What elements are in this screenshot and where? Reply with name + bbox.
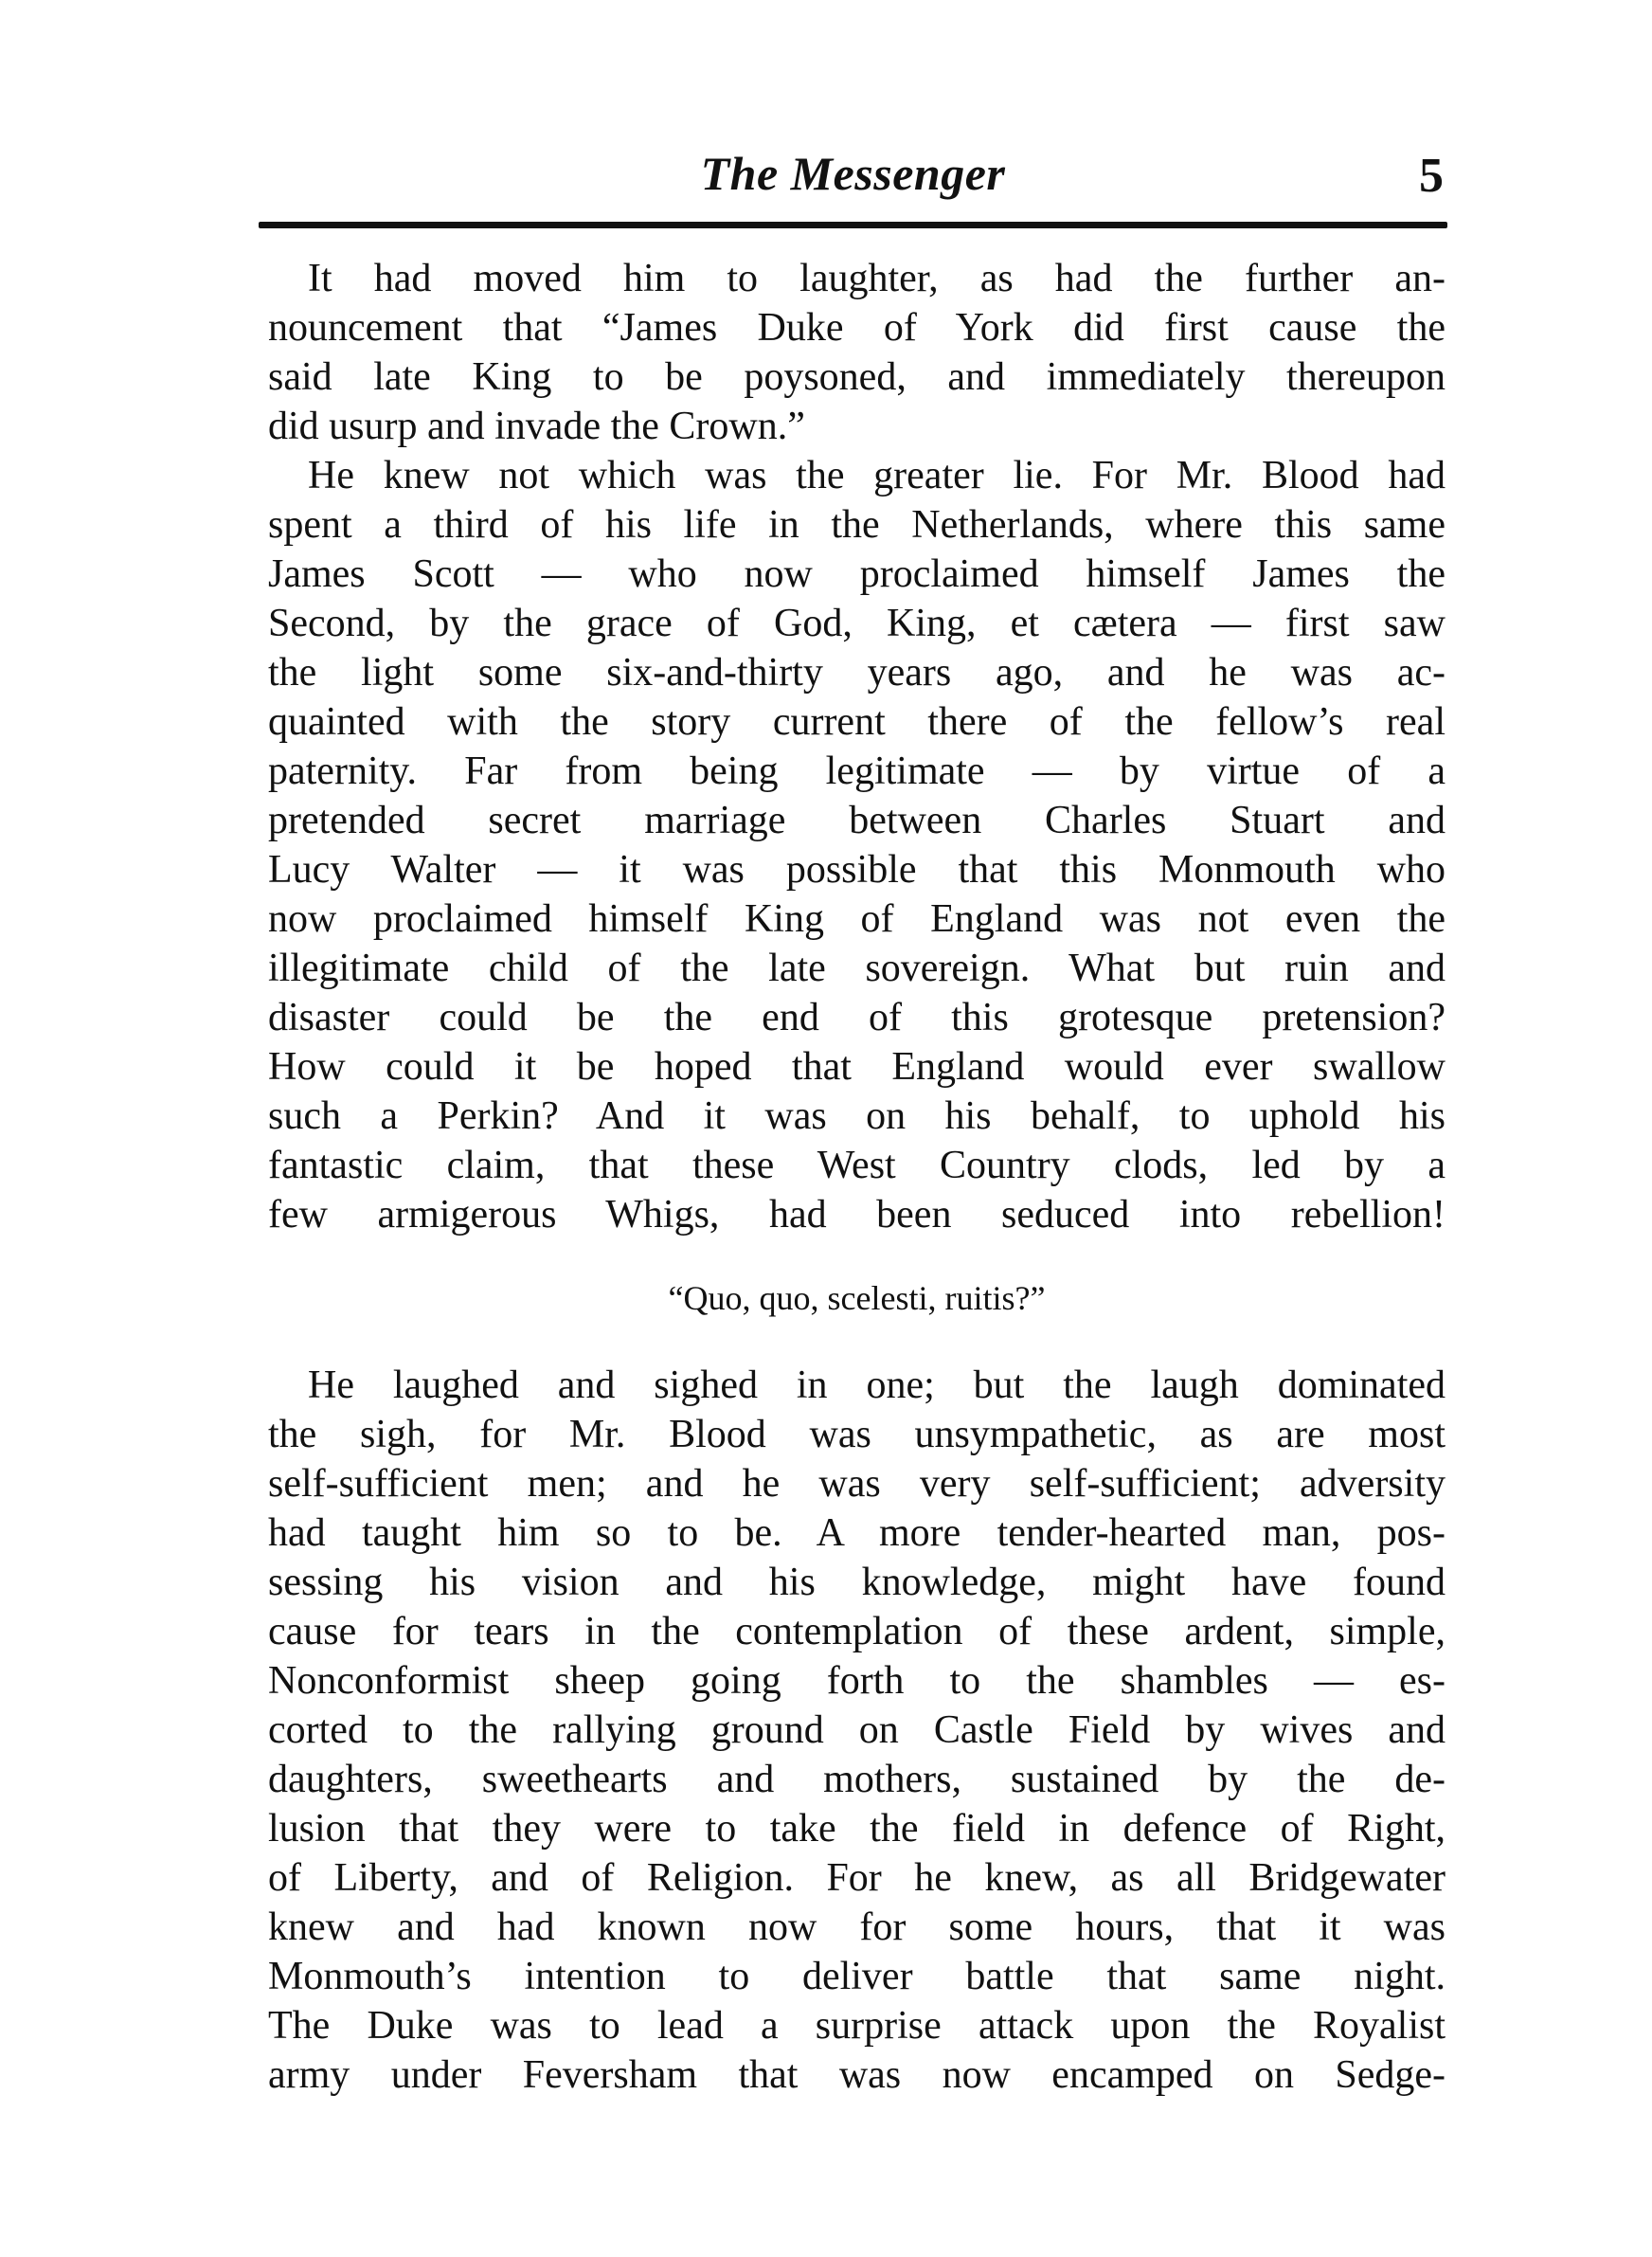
- text-line: had taught him so to be. A more tender-hearted man, pos-: [268, 1511, 1446, 1555]
- text-line: illegitimate child of the late sovereign. What but ruin and: [268, 947, 1446, 990]
- text-line: now proclaimed himself King of England was not even the: [268, 897, 1446, 941]
- body-text: [268, 254, 1446, 2100]
- text-line: Second, by the grace of God, King, et cætera — first saw: [268, 602, 1446, 645]
- page-number: 5: [1419, 149, 1444, 203]
- text-line: the light some six-and-thirty years ago, and he was ac-: [268, 651, 1446, 695]
- text-line: disaster could be the end of this grotesque pretension?: [268, 996, 1446, 1039]
- text-line: spent a third of his life in the Netherlands, where this same: [268, 503, 1446, 547]
- latin-quote: “Quo, quo, scelesti, ruitis?”: [668, 1279, 1046, 1317]
- text-line: sessing his vision and his knowledge, might have found: [268, 1561, 1446, 1604]
- text-line: It had moved him to laughter, as had the further an-: [308, 257, 1446, 300]
- text-line: corted to the rallying ground on Castle Field by wives and: [268, 1708, 1446, 1752]
- text-line: Nonconformist sheep going forth to the shambles — es-: [268, 1659, 1446, 1703]
- page-header: [259, 142, 1447, 218]
- text-line: said late King to be poysoned, and immediately thereupon: [268, 355, 1446, 399]
- text-line: The Duke was to lead a surprise attack upon the Royalist: [268, 2004, 1446, 2048]
- text-line: Monmouth’s intention to deliver battle that same night.: [268, 1955, 1446, 1998]
- header-rule: [259, 222, 1447, 228]
- text-line: knew and had known now for some hours, that it was: [268, 1905, 1446, 1949]
- text-line: cause for tears in the contemplation of these ardent, simple,: [268, 1610, 1446, 1653]
- text-line: daughters, sweethearts and mothers, sustained by the de-: [268, 1758, 1446, 1801]
- text-line: the sigh, for Mr. Blood was unsympathetic, as are most: [268, 1413, 1446, 1456]
- text-line: He knew not which was the greater lie. For Mr. Blood had: [308, 454, 1446, 497]
- text-line: He laughed and sighed in one; but the laugh dominated: [308, 1363, 1446, 1407]
- text-line: quainted with the story current there of the fellow’s real: [268, 700, 1446, 744]
- text-line: fantastic claim, that these West Country clods, led by a: [268, 1144, 1446, 1187]
- text-line: few armigerous Whigs, had been seduced into rebellion!: [268, 1193, 1446, 1237]
- text-line: How could it be hoped that England would ever swallow: [268, 1045, 1446, 1089]
- text-line: pretended secret marriage between Charles Stuart and: [268, 799, 1446, 842]
- text-line: self-sufficient men; and he was very self-sufficient; adversity: [268, 1462, 1446, 1506]
- text-line: James Scott — who now proclaimed himself James the: [268, 552, 1446, 596]
- text-line: lusion that they were to take the field in defence of Right,: [268, 1807, 1446, 1851]
- text-line: paternity. Far from being legitimate — by virtue of a: [268, 749, 1446, 793]
- text-line: such a Perkin? And it was on his behalf, to uphold his: [268, 1094, 1446, 1138]
- text-line: army under Feversham that was now encamped on Sedge-: [268, 2053, 1446, 2097]
- text-line: Lucy Walter — it was possible that this Monmouth who: [268, 848, 1446, 892]
- text-line: of Liberty, and of Religion. For he knew, as all Bridgewater: [268, 1856, 1446, 1900]
- text-line: nouncement that “James Duke of York did first cause the: [268, 306, 1446, 350]
- running-title: The Messenger: [700, 147, 1006, 200]
- text-line: did usurp and invade the Crown.”: [268, 405, 805, 448]
